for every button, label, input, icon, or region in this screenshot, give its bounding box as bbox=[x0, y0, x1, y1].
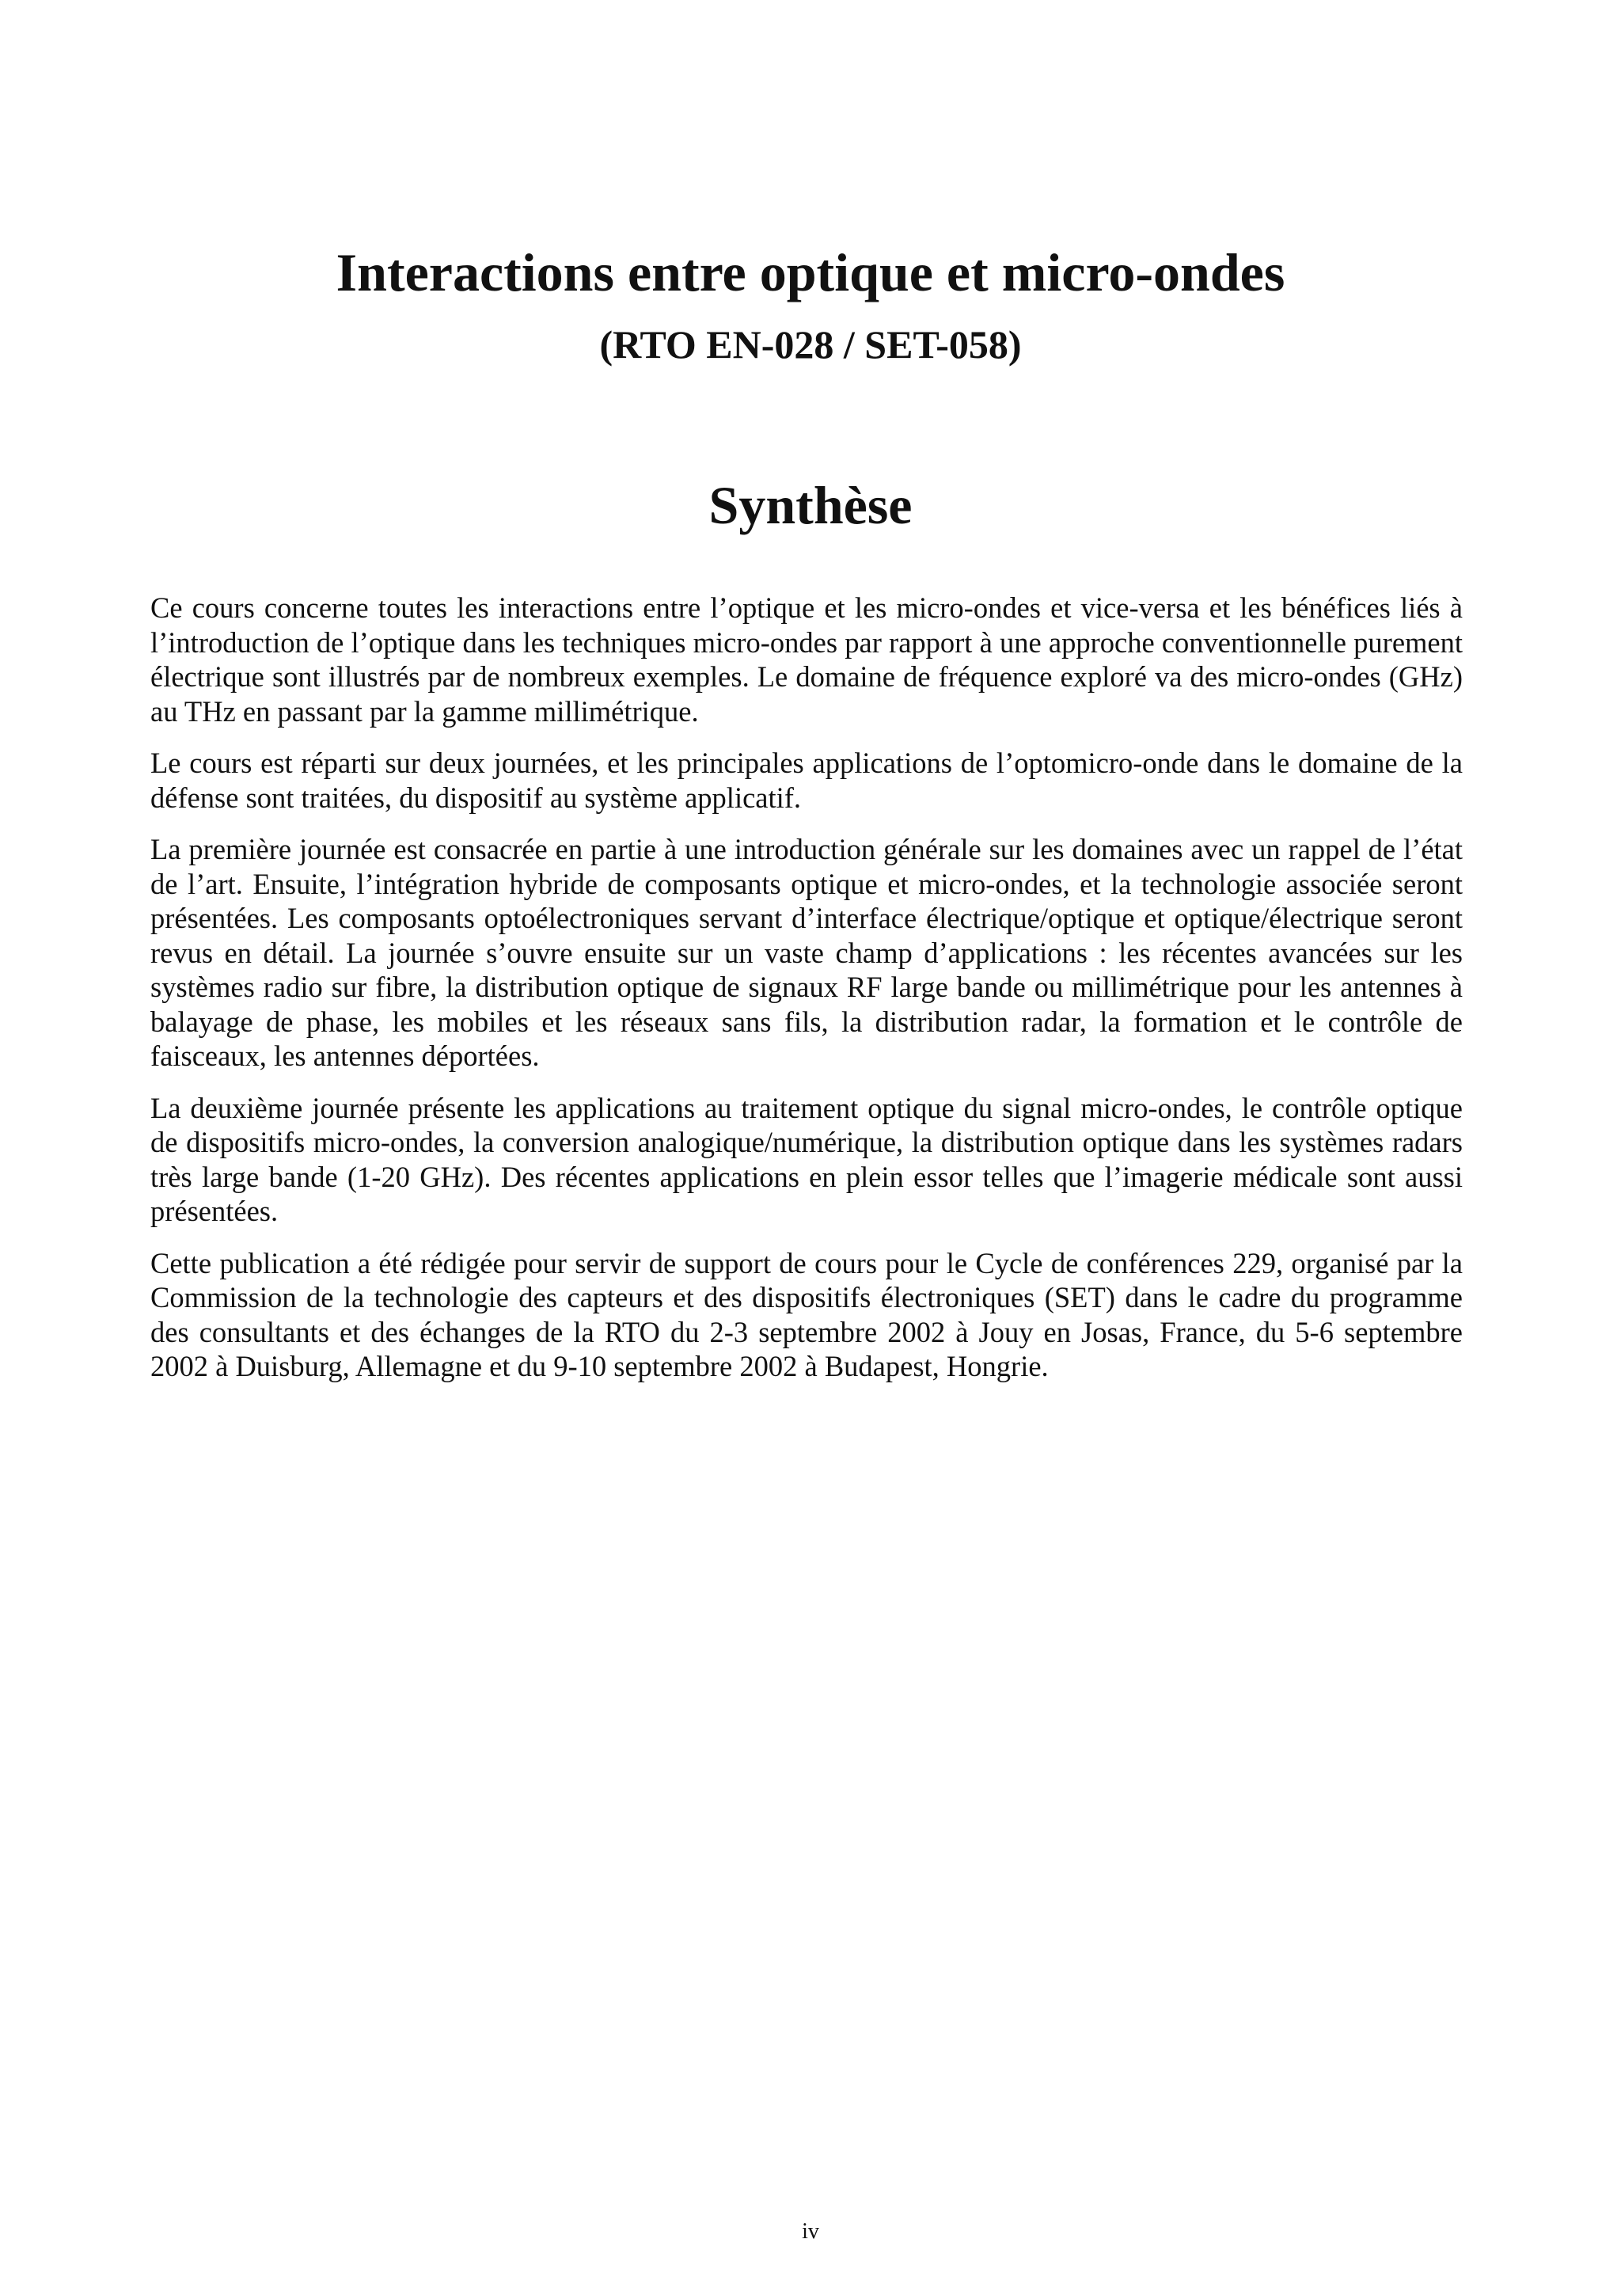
paragraph-3: La première journée est consacrée en partie à une introduction générale sur les domaines avec un rappel de l’état de l’art. Ensuite, l’intégration hybride de composants optique et micro-ondes, et la technologie associée seront présentées. Les composants optoélectroniques servant d’interface électrique/optique et optique/électrique seront revus en détail. La journée s’ouvre ensuite sur un vaste champ d’applications : les récentes avancées sur les systèmes radio sur fibre, la distribution optique de signaux RF large bande ou millimétrique pour les antennes à balayage de phase, les mobiles et les réseaux sans fils, la distribution radar, la formation et le contrôle de faisceaux, les antennes déportées. bbox=[150, 833, 1463, 1072]
paragraph-5: Cette publication a été rédigée pour servir de support de cours pour le Cycle de conférences 229, organisé par la Commission de la technologie des capteurs et des dispositifs électroniques (SET) dans le cadre du programme des consultants et des échanges de la RTO du 2-3 septembre 2002 à Jouy en Josas, France, du 5-6 septembre 2002 à Duisburg, Allemagne et du 9-10 septembre 2002 à Budapest, Hongrie. bbox=[150, 1246, 1463, 1382]
document-reference: (RTO EN-028 / SET-058) bbox=[599, 322, 1022, 367]
paragraph-4: La deuxième journée présente les applications au traitement optique du signal micro-ondes, le contrôle optique de dispositifs micro-ondes, la conversion analogique/numérique, la distribution optique dans les systèmes radars très large bande (1-20 GHz). Des récentes applications en plein essor telles que l’imagerie médicale sont aussi présentées. bbox=[150, 1091, 1463, 1227]
paragraph-1: Ce cours concerne toutes les interactions entre l’optique et les micro-ondes et vice-versa et les bénéfices liés à l’introduction de l’optique dans les techniques micro-ondes par rapport à une approche conventionnelle purement électrique sont illustrés par de nombreux exemples. Le domaine de fréquence exploré va des micro-ondes (GHz) au THz en passant par la gamme millimétrique. bbox=[150, 591, 1463, 728]
synthesis-body bbox=[150, 591, 1463, 1401]
page-number: iv bbox=[802, 2219, 819, 2244]
section-heading: Synthèse bbox=[708, 475, 913, 535]
document-title: Interactions entre optique et micro-ondes bbox=[336, 242, 1285, 302]
paragraph-2: Le cours est réparti sur deux journées, et les principales applications de l’optomicro-onde dans le domaine de la défense sont traitées, du dispositif au système applicatif. bbox=[150, 747, 1463, 814]
